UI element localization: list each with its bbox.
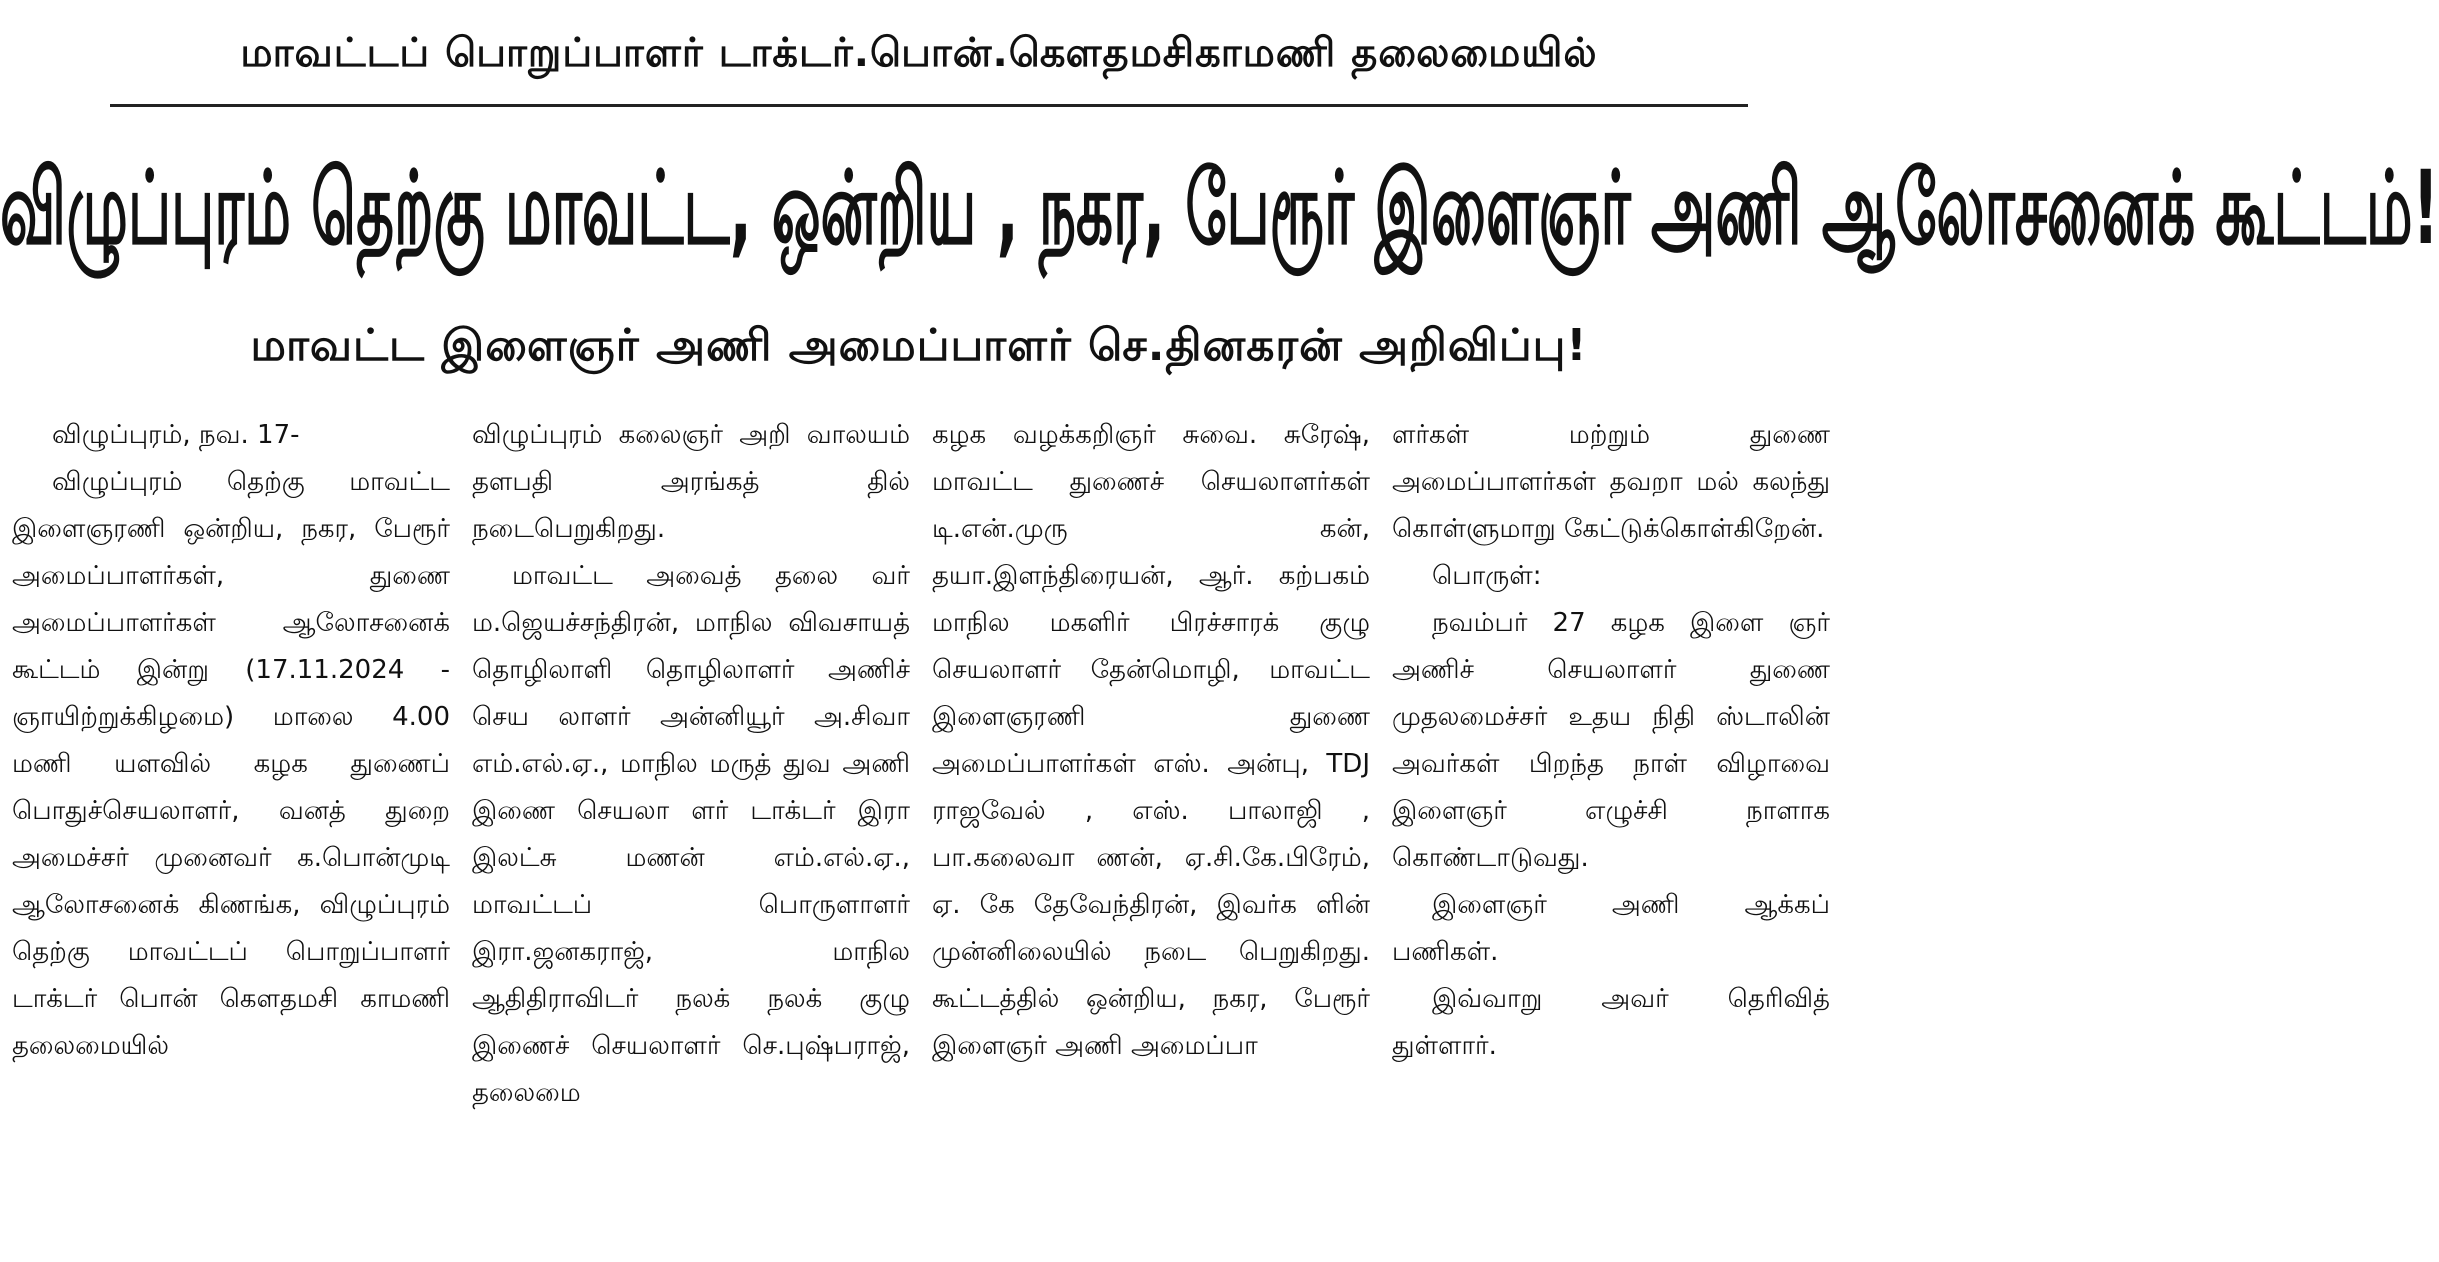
paragraph: விழுப்புரம் கலைஞர் அறி வாலயம் தளபதி அரங்கத் தில் நடைபெறுகிறது. (472, 420, 910, 544)
paragraph: கழக வழக்கறிஞர் சுவை. சுரேஷ், மாவட்ட துணைச் செயலாளர்கள் டி.என்.முரு கன், தயா.இளந்திரையன், ஆர். கற்பகம் மாநில மகளிர் பிரச்சாரக் குழு செயலாளர் தேன்மொழி, மாவட்ட இளைஞரணி துணை அமைப்பாளர்கள் எஸ். அன்பு, TDJ ராஜவேல் , எஸ். பாலாஜி , பா.கலைவா ணன், ஏ.சி.கே.பிரேம், ஏ. கே தேவேந்திரன், இவர்க ளின் முன்னிலையில் நடை பெறுகிறது. கூட்டத்தில் ஒன்றிய, நகர, பேரூர் இளைஞர் அணி அமைப்பா (932, 420, 1370, 1061)
article-column-2 (472, 412, 910, 1242)
headline: விழுப்புரம் தெற்கு மாவட்ட, ஒன்றிய , நகர, பேரூர் இளைஞர் அணி ஆலோசனைக் கூட்டம்! (0, 148, 2439, 268)
article-body (12, 412, 1830, 1242)
paragraph: இளைஞர் அணி ஆக்கப் பணிகள். (1392, 890, 1830, 967)
article-column-3 (932, 412, 1370, 1242)
section-label: பொருள்: (1432, 561, 1542, 591)
paragraph: நவம்பர் 27 கழக இளை ஞர் அணிச் செயலாளர் துணை முதலமைச்சர் உதய நிதி ஸ்டாலின் அவர்கள் பிறந்த நாள் விழாவை இளைஞர் எழுச்சி நாளாக கொண்டாடுவது. (1392, 608, 1830, 873)
paragraph: விழுப்புரம் தெற்கு மாவட்ட இளைஞரணி ஒன்றிய, நகர, பேரூர் அமைப்பாளர்கள், துணை அமைப்பாளர்கள் ஆலோசனைக் கூட்டம் இன்று (17.11.2024 - ஞாயிற்றுக்கிழமை) மாலை 4.00 மணி யளவில் கழக துணைப் பொதுச்செயலாளர், வனத் துறை அமைச்சர் முனைவர் க.பொன்முடி ஆலோசனைக் கிணங்க, விழுப்புரம் தெற்கு மாவட்டப் பொறுப்பாளர் டாக்டர் பொன் கௌதமசி காமணி தலைமையில் (12, 467, 450, 1061)
kicker-line: மாவட்டப் பொறுப்பாளர் டாக்டர்.பொன்.கௌதமசிகாமணி தலைமையில் (240, 30, 1598, 76)
paragraph: இவ்வாறு அவர் தெரிவித் துள்ளார். (1392, 984, 1830, 1061)
article-column-4 (1392, 412, 1830, 1242)
dateline: விழுப்புரம், நவ. 17- (52, 420, 300, 450)
article-column-1 (12, 412, 450, 1242)
paragraph: ளர்கள் மற்றும் துணை அமைப்பாளர்கள் தவறா மல் கலந்து கொள்ளுமாறு கேட்டுக்கொள்கிறேன். (1392, 420, 1830, 544)
paragraph: மாவட்ட அவைத் தலை வர் ம.ஜெயச்சந்திரன், மாநில விவசாயத் தொழிலாளி தொழிலாளர் அணிச் செய லாளர் அன்னியூர் அ.சிவா எம்.எல்.ஏ., மாநில மருத் துவ அணி இணை செயலா ளர் டாக்டர் இரா இலட்சு மணன் எம்.எல்.ஏ., மாவட்டப் பொருளாளர் இரா.ஜனகராஜ், மாநில ஆதிதிராவிடர் நலக் நலக் குழு இணைச் செயலாளர் செ.புஷ்பராஜ், தலைமை (472, 561, 910, 1108)
subheadline: மாவட்ட இளைஞர் அணி அமைப்பாளர் செ.தினகரன் அறிவிப்பு! (250, 320, 1588, 371)
